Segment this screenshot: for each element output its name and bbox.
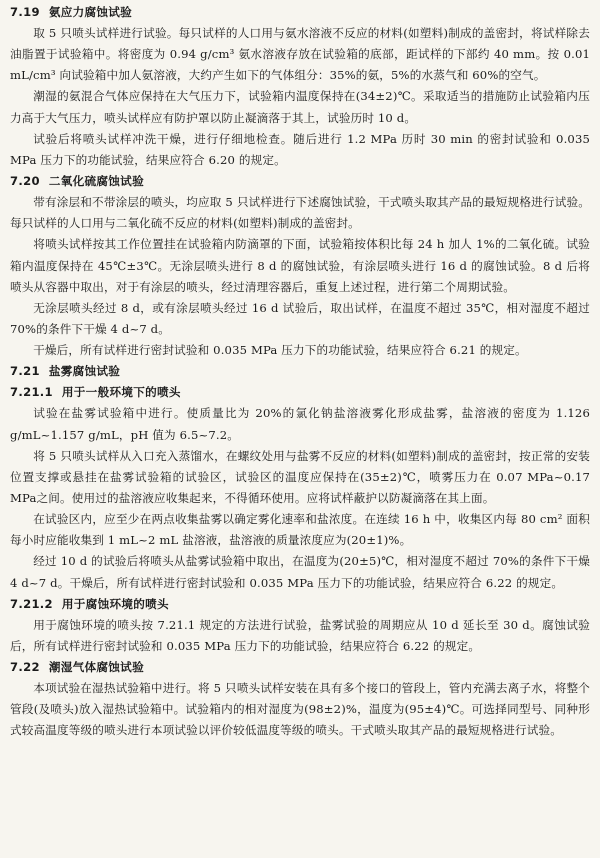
section-7-20: [10, 171, 590, 361]
section-7-21-2: [10, 594, 590, 657]
section-heading: [10, 171, 590, 192]
section-number: 7.21: [10, 364, 40, 379]
paragraph: 试验在盐雾试验箱中进行。使质量比为 20%的氯化钠盐溶液雾化形成盐雾，盐溶液的密度为 1.126 g/mL~1.157 g/mL，pH 值为 6.5~7.2。: [10, 406, 590, 442]
section-heading: [10, 382, 590, 403]
paragraph: 取 5 只喷头试样进行试验。每只试样的人口用与氨水溶液不反应的材料(如塑料)制成的盖密封，将试样除去油脂置于试验箱中。将密度为 0.94 g/cm³ 氨水溶液存放在试验箱的底部，距试样的下部约 40 mm。按 0.01 mL/cm³ 向试验箱中加人氨溶液，大约产生如下的气体组分：35%的氨，5%的水蒸气和 60%的空气。: [10, 26, 590, 83]
section-heading: [10, 361, 590, 382]
section-title: 二氧化硫腐蚀试验: [48, 174, 144, 189]
section-title: 盐雾腐蚀试验: [48, 364, 121, 379]
section-7-21-1: [10, 382, 590, 593]
paragraph: 带有涂层和不带涂层的喷头，均应取 5 只试样进行下述腐蚀试验，干式喷头取其产品的最短规格进行试验。每只试样的人口用与二氧化硫不反应的材料(如塑料)制成的盖密封。: [10, 195, 590, 231]
paragraph: 试验后将喷头试样冲洗干燥，进行仔细地检查。随后进行 1.2 MPa 历时 30 min 的密封试验和 0.035 MPa 压力下的功能试验，结果应符合 6.20 的规定。: [10, 131, 590, 167]
section-title: 用于一般环境下的喷头: [61, 385, 181, 400]
section-title: 潮湿气体腐蚀试验: [48, 660, 144, 675]
section-number: 7.20: [10, 174, 40, 189]
section-7-21: [10, 361, 590, 382]
paragraph: 无涂层喷头经过 8 d，或有涂层喷头经过 16 d 试验后，取出试样，在温度不超过 35℃，相对湿度不超过 70%的条件下干燥 4 d~7 d。: [10, 300, 590, 337]
section-title: 氨应力腐蚀试验: [48, 5, 133, 19]
paragraph: 经过 10 d 的试验后将喷头从盐雾试验箱中取出，在温度为(20±5)℃，相对湿度不超过 70%的条件下干燥 4 d~7 d。干燥后，所有试样进行密封试验和 0.035 MPa 压力下的功能试验，结果应符合 6.22 的规定。: [10, 554, 590, 590]
paragraph: 在试验区内，应至少在两点收集盐雾以确定雾化速率和盐浓度。在连续 16 h 中，收集区内每 80 cm² 面积每小时应能收集到 1 mL~2 mL 盐溶液，盐溶液的质量浓度应为(20±1)%。: [10, 512, 590, 548]
section-number: 7.21.1: [10, 385, 53, 400]
section-number: 7.19: [10, 5, 40, 19]
paragraph: 将喷头试样按其工作位置挂在试验箱内防滴罩的下面，试验箱按体积比每 24 h 加人 1%的二氧化硫。试验箱内温度保持在 45℃±3℃。无涂层喷头进行 8 d 的腐蚀试验，有涂层喷头进行 16 d 的腐蚀试验。8 d 后将喷头从容器中取出，对于有涂层的喷头，经过清理容器后，重复上述过程，进行第二个周期试验。: [10, 237, 590, 294]
section-7-19: [10, 2, 590, 171]
section-heading: [10, 594, 590, 615]
section-number: 7.21.2: [10, 596, 53, 611]
paragraph: 将 5 只喷头试样从入口充入蒸馏水，在螺纹处用与盐雾不反应的材料(如塑料)制成的盖密封，按正常的安装位置支撑或悬挂在盐雾试验箱的试验区，试验区的温度应保持在(35±2)℃，喷雾压力在 0.07 MPa~0.17 MPa之间。使用过的盐溶液应收集起来，不得循环使用。应将试样蔽护以防凝滴落在其上面。: [10, 448, 590, 505]
section-7-22: [10, 657, 590, 741]
paragraph: 用于腐蚀环境的喷头按 7.21.1 规定的方法进行试验，盐雾试验的周期应从 10 d 延长至 30 d。腐蚀试验后，所有试样进行密封试验和 0.035 MPa 压力下的功能试验，结果应符合 6.22 的规定。: [10, 617, 590, 653]
paragraph: 本项试验在湿热试验箱中进行。将 5 只喷头试样安装在具有多个接口的管段上，管内充满去离子水，将整个管段(及喷头)放入湿热试验箱中。试验箱内的相对湿度为(98±2)%，温度为(95±4)℃。可选择同型号、同种形式较高温度等级的喷头进行本项试验以评价较低温度等级的喷头。干式喷头取其产品的最短规格进行试验。: [10, 681, 590, 738]
section-number: 7.22: [10, 660, 40, 675]
paragraph: 干燥后，所有试样进行密封试验和 0.035 MPa 压力下的功能试验，结果应符合 6.21 的规定。: [33, 343, 527, 358]
section-title: 用于腐蚀环境的喷头: [61, 596, 169, 611]
section-heading: [10, 2, 590, 23]
section-heading: [10, 657, 590, 678]
paragraph: 潮湿的氨混合气体应保持在大气压力下，试验箱内温度保持在(34±2)℃。采取适当的措施防止试验箱内压力高于大气压力，喷头试样应有防护罩以防止凝滴落于其上，试验历时 10 d。: [10, 89, 590, 125]
